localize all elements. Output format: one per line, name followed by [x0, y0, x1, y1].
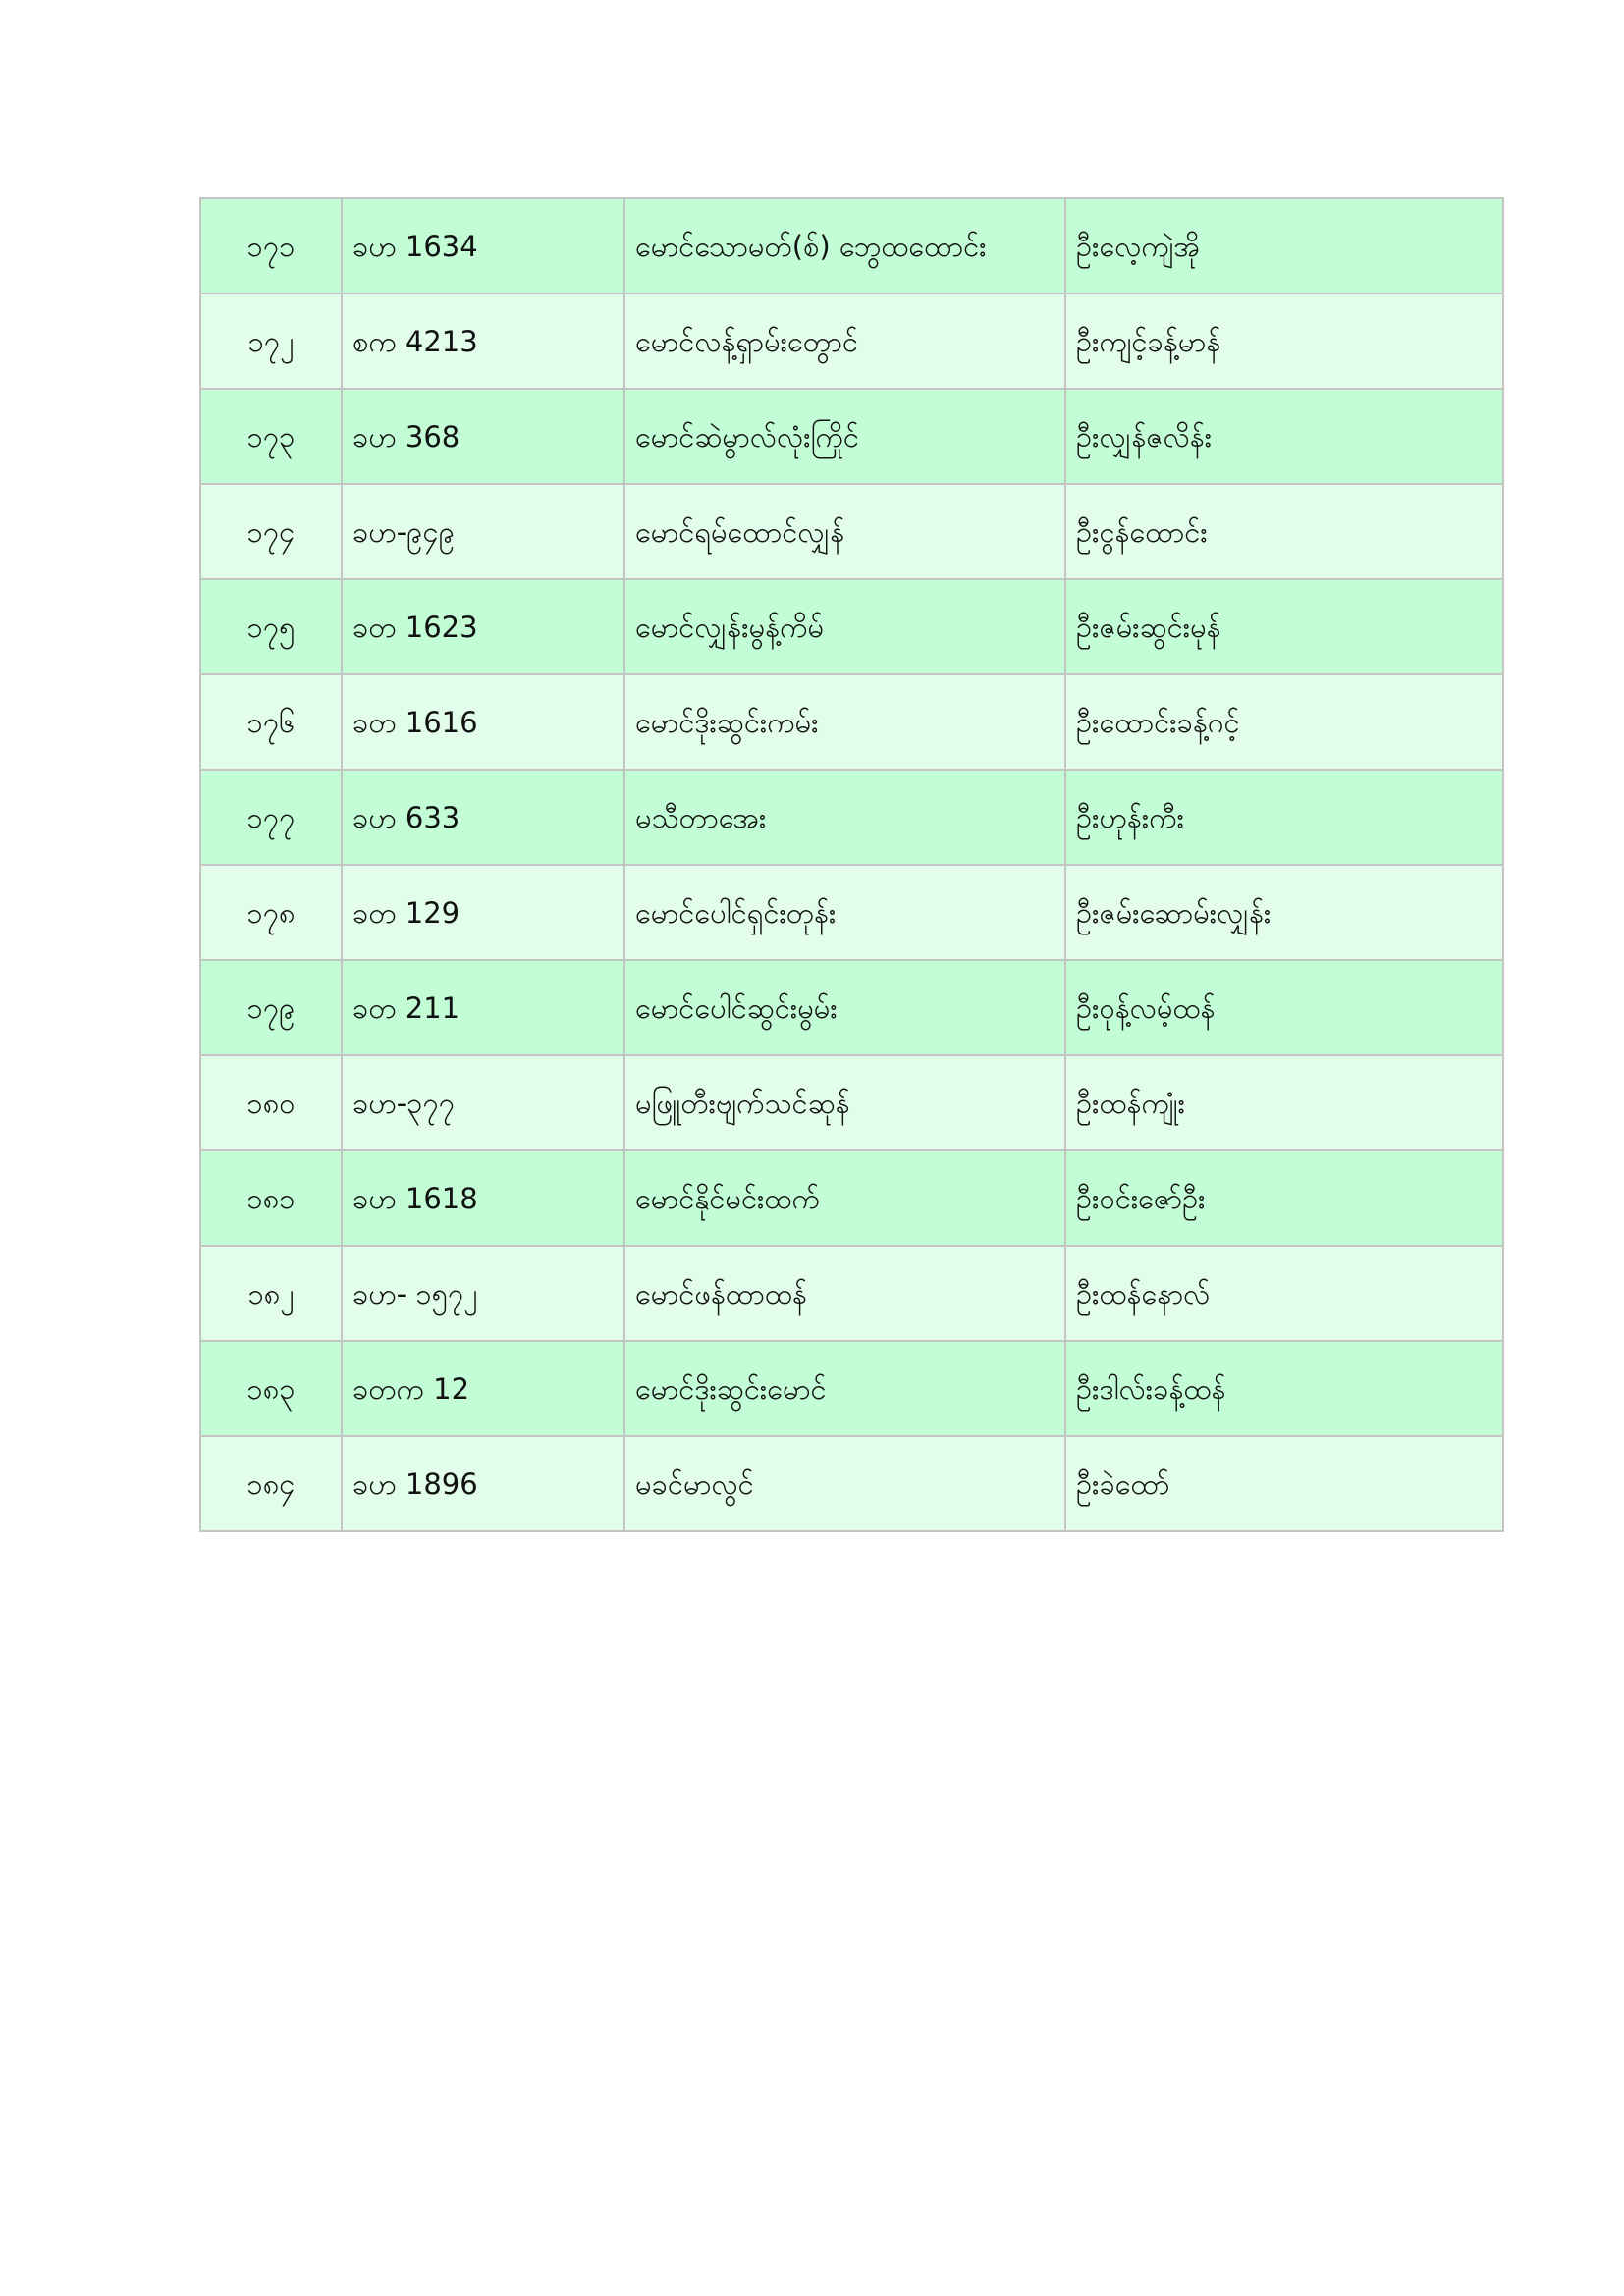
- id-code: ခဟ 1634: [342, 198, 624, 294]
- id-code: ခတ 211: [342, 960, 624, 1055]
- table-row: [200, 960, 1503, 1055]
- person-name: မောင်လျှန်းမွန့်ကိမ်: [624, 579, 1065, 674]
- table-row: [200, 865, 1503, 960]
- table-row: [200, 1150, 1503, 1246]
- table-row: [200, 674, 1503, 770]
- table-row: [200, 1341, 1503, 1436]
- row-number: ၁၇၈: [200, 865, 342, 960]
- father-name: ဦးဇမ်းဆောမ်းလျှန်း: [1065, 865, 1503, 960]
- row-number: ၁၈၁: [200, 1150, 342, 1246]
- row-number: ၁၇၃: [200, 389, 342, 484]
- father-name: ဦးထန်နောလ်: [1065, 1246, 1503, 1341]
- person-name: မောင်ဆဲမွာလ်လုံးကြိုင်: [624, 389, 1065, 484]
- row-number: ၁၇၇: [200, 770, 342, 865]
- person-name: မသီတာအေး: [624, 770, 1065, 865]
- row-number: ၁၈၃: [200, 1341, 342, 1436]
- person-name: မောင်သောမတ်(စ်) ဘွေထထောင်း: [624, 198, 1065, 294]
- row-number: ၁၇၄: [200, 484, 342, 579]
- id-code: ခဟ-၉၄၉: [342, 484, 624, 579]
- table-row: [200, 198, 1503, 294]
- id-code: ခဟ 368: [342, 389, 624, 484]
- row-number: ၁၇၆: [200, 674, 342, 770]
- father-name: ဦးဒါလ်းခန့်ထန်: [1065, 1341, 1503, 1436]
- row-number: ၁၈၀: [200, 1055, 342, 1150]
- person-name: မခင်မာလွင်: [624, 1436, 1065, 1531]
- person-name: မောင်လန့်ရှာမ်းတွောင်: [624, 294, 1065, 389]
- person-name: မောင်ဒိုးဆွင်းကမ်း: [624, 674, 1065, 770]
- row-number: ၁၇၁: [200, 198, 342, 294]
- father-name: ဦးဇမ်းဆွင်းမုန်: [1065, 579, 1503, 674]
- id-code: စက 4213: [342, 294, 624, 389]
- row-number: ၁၇၅: [200, 579, 342, 674]
- father-name: ဦးဝုန့်လမ့်ထန်: [1065, 960, 1503, 1055]
- father-name: ဦးကျင့်ခန့်မာန်: [1065, 294, 1503, 389]
- id-code: ခတ 1616: [342, 674, 624, 770]
- table-row: [200, 1055, 1503, 1150]
- person-name: မောင်ဒိုးဆွင်းမောင်: [624, 1341, 1065, 1436]
- records-table-body: [200, 198, 1503, 1531]
- id-code: ခဟ 633: [342, 770, 624, 865]
- father-name: ဦးလေ့ကျဲအို: [1065, 198, 1503, 294]
- person-name: မောင်နိုင်မင်းထက်: [624, 1150, 1065, 1246]
- id-code: ခဟ 1618: [342, 1150, 624, 1246]
- father-name: ဦးလျှန်ဇလိန်း: [1065, 389, 1503, 484]
- person-name: မောင်ရမ်ထောင်လျှန်: [624, 484, 1065, 579]
- row-number: ၁၈၂: [200, 1246, 342, 1341]
- person-name: မောင်ဖန်ထာထန်: [624, 1246, 1065, 1341]
- person-name: မောင်ပေါင်ဆွင်းမွမ်း: [624, 960, 1065, 1055]
- table-row: [200, 389, 1503, 484]
- person-name: မောင်ပေါင်ရှင်းတုန်း: [624, 865, 1065, 960]
- row-number: ၁၇၂: [200, 294, 342, 389]
- id-code: ခတက 12: [342, 1341, 624, 1436]
- table-row: [200, 1246, 1503, 1341]
- id-code: ခတ 129: [342, 865, 624, 960]
- father-name: ဦးထောင်းခန့်ဂင့်: [1065, 674, 1503, 770]
- person-name: မဖြူတီးဗျက်သင်ဆုန်: [624, 1055, 1065, 1150]
- id-code: ခတ 1623: [342, 579, 624, 674]
- father-name: ဦးငွန်ထောင်း: [1065, 484, 1503, 579]
- row-number: ၁၇၉: [200, 960, 342, 1055]
- table-row: [200, 579, 1503, 674]
- father-name: ဦးခဲထော်: [1065, 1436, 1503, 1531]
- id-code: ခဟ- ၁၅၇၂: [342, 1246, 624, 1341]
- table-row: [200, 1436, 1503, 1531]
- father-name: ဦးဟုန်းကီး: [1065, 770, 1503, 865]
- row-number: ၁၈၄: [200, 1436, 342, 1531]
- table-row: [200, 484, 1503, 579]
- id-code: ခဟ-၃၇၇: [342, 1055, 624, 1150]
- table-row: [200, 294, 1503, 389]
- father-name: ဦးထန်ကျုံး: [1065, 1055, 1503, 1150]
- records-table: [199, 197, 1504, 1532]
- id-code: ခဟ 1896: [342, 1436, 624, 1531]
- table-row: [200, 770, 1503, 865]
- father-name: ဦးဝင်းဇော်ဦး: [1065, 1150, 1503, 1246]
